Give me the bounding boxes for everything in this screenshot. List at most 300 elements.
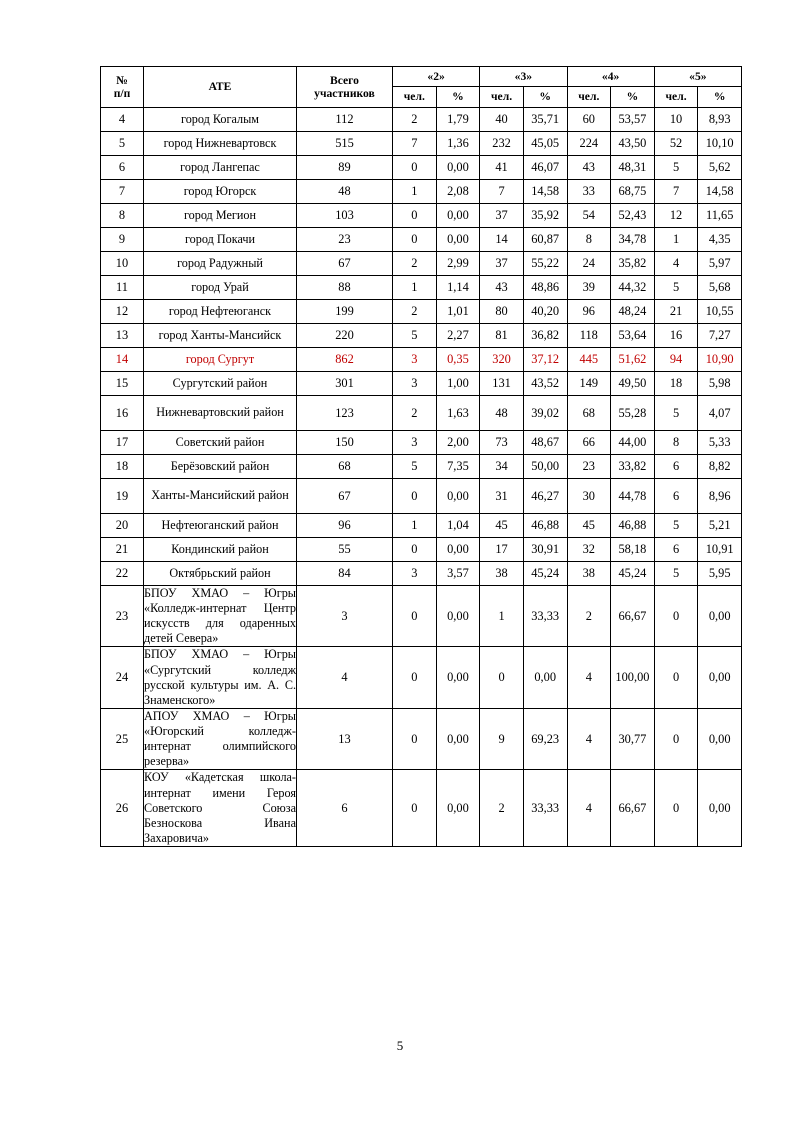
- row-g2-percent: 1,14: [436, 275, 480, 299]
- header-total-participants: [297, 67, 393, 108]
- row-g2-percent: 7,35: [436, 454, 480, 478]
- row-total-participants: 862: [297, 347, 393, 371]
- row-g3-percent: 48,67: [523, 430, 567, 454]
- row-g3-people: 80: [480, 299, 524, 323]
- row-g5-people: 5: [654, 513, 698, 537]
- row-g5-people: 18: [654, 371, 698, 395]
- row-g2-percent: 0,00: [436, 227, 480, 251]
- row-g5-people: 6: [654, 537, 698, 561]
- row-g5-percent: 5,21: [698, 513, 742, 537]
- row-g3-percent: 40,20: [523, 299, 567, 323]
- row-g2-people: 3: [393, 430, 437, 454]
- row-g2-percent: 0,00: [436, 155, 480, 179]
- row-number: 14: [101, 347, 144, 371]
- row-ate-name: город Нефтеюганск: [144, 299, 297, 323]
- row-g5-percent: 5,33: [698, 430, 742, 454]
- table-row: [101, 454, 742, 478]
- row-number: 5: [101, 131, 144, 155]
- row-total-participants: 23: [297, 227, 393, 251]
- row-g3-people: 232: [480, 131, 524, 155]
- row-g4-percent: 43,50: [611, 131, 655, 155]
- row-g5-percent: 10,55: [698, 299, 742, 323]
- row-ate-name: Ханты-Мансийский район: [144, 478, 297, 513]
- row-g3-percent: 30,91: [523, 537, 567, 561]
- row-g5-percent: 4,35: [698, 227, 742, 251]
- table-row: [101, 478, 742, 513]
- row-g5-people: 5: [654, 275, 698, 299]
- row-g5-people: 4: [654, 251, 698, 275]
- row-number: 15: [101, 371, 144, 395]
- row-number: 7: [101, 179, 144, 203]
- row-g4-people: 224: [567, 131, 611, 155]
- row-total-participants: 84: [297, 561, 393, 585]
- row-number: 9: [101, 227, 144, 251]
- row-g2-people: 7: [393, 131, 437, 155]
- header-group-row: [101, 67, 742, 87]
- row-g4-percent: 35,82: [611, 251, 655, 275]
- row-total-participants: 112: [297, 107, 393, 131]
- header-g4-percent: %: [611, 87, 655, 107]
- row-g3-people: 81: [480, 323, 524, 347]
- row-g4-people: 33: [567, 179, 611, 203]
- row-g4-percent: 53,57: [611, 107, 655, 131]
- header-g3-percent: %: [523, 87, 567, 107]
- row-g2-percent: 0,00: [436, 708, 480, 770]
- row-g4-people: 45: [567, 513, 611, 537]
- row-g3-people: 131: [480, 371, 524, 395]
- row-g2-percent: 1,00: [436, 371, 480, 395]
- header-g5-people: чел.: [654, 87, 698, 107]
- row-g3-percent: 33,33: [523, 770, 567, 847]
- row-g5-people: 94: [654, 347, 698, 371]
- row-g3-percent: 33,33: [523, 585, 567, 647]
- row-g2-percent: 0,00: [436, 203, 480, 227]
- row-ate-name: АПОУ ХМАО – Югры «Югорский колледж-интернат олимпийского резерва»: [144, 708, 296, 769]
- row-g4-percent: 45,24: [611, 561, 655, 585]
- row-g4-people: 118: [567, 323, 611, 347]
- row-g2-percent: 2,08: [436, 179, 480, 203]
- header-number-line1: №: [116, 73, 128, 87]
- row-g2-people: 0: [393, 203, 437, 227]
- row-total-participants: 88: [297, 275, 393, 299]
- row-g5-percent: 14,58: [698, 179, 742, 203]
- table-row: [101, 275, 742, 299]
- row-g2-percent: 0,00: [436, 585, 480, 647]
- row-number: 13: [101, 323, 144, 347]
- row-g5-people: 7: [654, 179, 698, 203]
- table-row: [101, 708, 742, 770]
- row-g2-percent: 2,27: [436, 323, 480, 347]
- row-g5-percent: 0,00: [698, 647, 742, 709]
- header-group-4: «4»: [567, 67, 654, 87]
- table-header: [101, 67, 742, 108]
- page-number: 5: [396, 1038, 404, 1053]
- row-g5-percent: 0,00: [698, 708, 742, 770]
- row-g4-people: 66: [567, 430, 611, 454]
- header-total-line2: участников: [314, 86, 375, 100]
- row-total-participants: 220: [297, 323, 393, 347]
- row-number: 23: [101, 585, 144, 647]
- table-row: [101, 770, 742, 847]
- row-number: 10: [101, 251, 144, 275]
- row-g3-people: 34: [480, 454, 524, 478]
- table-row: [101, 203, 742, 227]
- row-g3-people: 7: [480, 179, 524, 203]
- row-g3-people: 37: [480, 203, 524, 227]
- row-g3-people: 2: [480, 770, 524, 847]
- row-g5-percent: 5,95: [698, 561, 742, 585]
- row-number: 19: [101, 478, 144, 513]
- row-total-participants: 123: [297, 395, 393, 430]
- row-g4-people: 54: [567, 203, 611, 227]
- row-g2-people: 0: [393, 770, 437, 847]
- row-g5-people: 8: [654, 430, 698, 454]
- row-g3-percent: 36,82: [523, 323, 567, 347]
- row-g4-percent: 30,77: [611, 708, 655, 770]
- row-g3-people: 1: [480, 585, 524, 647]
- row-total-participants: 6: [297, 770, 393, 847]
- row-g2-percent: 2,99: [436, 251, 480, 275]
- row-g3-percent: 37,12: [523, 347, 567, 371]
- row-g4-people: 30: [567, 478, 611, 513]
- row-g5-people: 1: [654, 227, 698, 251]
- row-number: 26: [101, 770, 144, 847]
- row-g4-percent: 44,78: [611, 478, 655, 513]
- row-ate-name: Берёзовский район: [144, 454, 297, 478]
- row-g2-percent: 1,36: [436, 131, 480, 155]
- row-g2-people: 3: [393, 347, 437, 371]
- row-ate-name: КОУ «Кадетская школа-интернат имени Героя Советского Союза Безноскова Ивана Захаровича»: [144, 770, 296, 845]
- row-total-participants: 3: [297, 585, 393, 647]
- row-g3-percent: 43,52: [523, 371, 567, 395]
- row-g5-people: 5: [654, 395, 698, 430]
- row-g2-percent: 1,01: [436, 299, 480, 323]
- row-g2-people: 0: [393, 227, 437, 251]
- row-g3-percent: 45,05: [523, 131, 567, 155]
- row-g5-people: 0: [654, 770, 698, 847]
- table-row: [101, 347, 742, 371]
- row-g5-percent: 5,62: [698, 155, 742, 179]
- row-g4-percent: 49,50: [611, 371, 655, 395]
- row-g5-percent: 0,00: [698, 585, 742, 647]
- row-g2-percent: 2,00: [436, 430, 480, 454]
- row-g4-percent: 51,62: [611, 347, 655, 371]
- row-g5-percent: 8,82: [698, 454, 742, 478]
- row-g3-people: 9: [480, 708, 524, 770]
- row-g3-percent: 48,86: [523, 275, 567, 299]
- row-g3-people: 37: [480, 251, 524, 275]
- row-total-participants: 103: [297, 203, 393, 227]
- row-g2-percent: 0,35: [436, 347, 480, 371]
- row-g2-people: 0: [393, 708, 437, 770]
- row-g2-people: 2: [393, 251, 437, 275]
- row-ate-name: город Когалым: [144, 107, 297, 131]
- row-g4-percent: 66,67: [611, 585, 655, 647]
- table-row: [101, 299, 742, 323]
- row-g2-people: 1: [393, 179, 437, 203]
- row-g5-people: 0: [654, 708, 698, 770]
- table-row: [101, 155, 742, 179]
- table-row: [101, 430, 742, 454]
- row-g2-people: 2: [393, 107, 437, 131]
- row-ate-name: Сургутский район: [144, 371, 297, 395]
- row-number: 22: [101, 561, 144, 585]
- table-row: [101, 395, 742, 430]
- row-g2-people: 0: [393, 585, 437, 647]
- row-ate-name: БПОУ ХМАО – Югры «Колледж-интернат Центр искусств для одаренных детей Севера»: [144, 585, 296, 646]
- row-g3-people: 38: [480, 561, 524, 585]
- row-g2-percent: 1,79: [436, 107, 480, 131]
- row-number: 12: [101, 299, 144, 323]
- row-total-participants: 150: [297, 430, 393, 454]
- row-g2-percent: 0,00: [436, 537, 480, 561]
- row-g2-people: 5: [393, 454, 437, 478]
- row-g3-percent: 69,23: [523, 708, 567, 770]
- row-g4-people: 23: [567, 454, 611, 478]
- row-total-participants: 199: [297, 299, 393, 323]
- row-g5-people: 10: [654, 107, 698, 131]
- row-g3-percent: 46,07: [523, 155, 567, 179]
- row-g5-percent: 5,97: [698, 251, 742, 275]
- row-g5-people: 16: [654, 323, 698, 347]
- row-g4-percent: 44,00: [611, 430, 655, 454]
- header-total-line1: Всего: [330, 73, 359, 87]
- row-ate-name: город Мегион: [144, 203, 297, 227]
- row-g5-percent: 10,10: [698, 131, 742, 155]
- row-g4-percent: 58,18: [611, 537, 655, 561]
- table-row: [101, 323, 742, 347]
- row-ate-name: Нижневартовский район: [144, 395, 297, 430]
- row-g2-people: 1: [393, 513, 437, 537]
- table-row: [101, 585, 742, 647]
- header-group-2: «2»: [393, 67, 480, 87]
- row-ate-name: БПОУ ХМАО – Югры «Сургутский колледж русской культуры им. А. С. Знаменского»: [144, 647, 296, 707]
- row-g3-percent: 55,22: [523, 251, 567, 275]
- row-g4-percent: 48,24: [611, 299, 655, 323]
- row-g2-people: 3: [393, 371, 437, 395]
- row-g2-percent: 1,04: [436, 513, 480, 537]
- row-number: 24: [101, 647, 144, 709]
- table-row: [101, 107, 742, 131]
- row-g3-people: 45: [480, 513, 524, 537]
- row-g4-people: 39: [567, 275, 611, 299]
- row-g2-people: 2: [393, 299, 437, 323]
- row-total-participants: 13: [297, 708, 393, 770]
- table-row: [101, 513, 742, 537]
- row-g2-percent: 0,00: [436, 770, 480, 847]
- row-g5-people: 21: [654, 299, 698, 323]
- table-row: [101, 179, 742, 203]
- row-g4-people: 38: [567, 561, 611, 585]
- header-ate: АТЕ: [144, 67, 297, 108]
- row-g2-percent: 0,00: [436, 478, 480, 513]
- row-ate-name: город Радужный: [144, 251, 297, 275]
- row-g3-percent: 45,24: [523, 561, 567, 585]
- row-g4-percent: 100,00: [611, 647, 655, 709]
- row-g4-people: 4: [567, 770, 611, 847]
- row-g2-percent: 1,63: [436, 395, 480, 430]
- row-total-participants: 55: [297, 537, 393, 561]
- row-number: 6: [101, 155, 144, 179]
- row-g3-people: 31: [480, 478, 524, 513]
- results-table: [100, 66, 742, 847]
- row-number: 18: [101, 454, 144, 478]
- row-number: 16: [101, 395, 144, 430]
- row-g3-people: 14: [480, 227, 524, 251]
- row-total-participants: 67: [297, 478, 393, 513]
- row-g4-percent: 52,43: [611, 203, 655, 227]
- row-g4-percent: 46,88: [611, 513, 655, 537]
- row-ate-name: город Ханты-Мансийск: [144, 323, 297, 347]
- row-g2-people: 0: [393, 155, 437, 179]
- row-g4-people: 32: [567, 537, 611, 561]
- header-g2-people: чел.: [393, 87, 437, 107]
- header-number-line2: п/п: [113, 86, 131, 100]
- header-number: [101, 67, 144, 108]
- row-g3-people: 0: [480, 647, 524, 709]
- row-g4-people: 445: [567, 347, 611, 371]
- row-g3-people: 73: [480, 430, 524, 454]
- row-g4-people: 60: [567, 107, 611, 131]
- row-ate-name: город Урай: [144, 275, 297, 299]
- row-g5-percent: 8,93: [698, 107, 742, 131]
- table-row: [101, 561, 742, 585]
- row-g3-percent: 46,27: [523, 478, 567, 513]
- header-group-5: «5»: [654, 67, 741, 87]
- table-row: [101, 371, 742, 395]
- row-g5-percent: 11,65: [698, 203, 742, 227]
- row-g2-percent: 3,57: [436, 561, 480, 585]
- row-g4-percent: 34,78: [611, 227, 655, 251]
- row-g4-percent: 66,67: [611, 770, 655, 847]
- row-g5-percent: 7,27: [698, 323, 742, 347]
- row-g4-percent: 68,75: [611, 179, 655, 203]
- row-g5-percent: 4,07: [698, 395, 742, 430]
- row-ate-name: город Лангепас: [144, 155, 297, 179]
- row-g4-percent: 53,64: [611, 323, 655, 347]
- row-g5-percent: 0,00: [698, 770, 742, 847]
- row-g3-percent: 60,87: [523, 227, 567, 251]
- row-number: 25: [101, 708, 144, 770]
- row-total-participants: 301: [297, 371, 393, 395]
- row-g2-people: 0: [393, 478, 437, 513]
- row-total-participants: 515: [297, 131, 393, 155]
- row-g4-percent: 48,31: [611, 155, 655, 179]
- row-g3-people: 41: [480, 155, 524, 179]
- row-number: 11: [101, 275, 144, 299]
- row-g2-people: 0: [393, 647, 437, 709]
- row-number: 4: [101, 107, 144, 131]
- row-g2-people: 1: [393, 275, 437, 299]
- row-g4-people: 24: [567, 251, 611, 275]
- row-g3-people: 320: [480, 347, 524, 371]
- row-total-participants: 89: [297, 155, 393, 179]
- row-g3-people: 17: [480, 537, 524, 561]
- header-g3-people: чел.: [480, 87, 524, 107]
- header-g5-percent: %: [698, 87, 742, 107]
- row-g4-people: 43: [567, 155, 611, 179]
- header-g2-percent: %: [436, 87, 480, 107]
- row-g2-percent: 0,00: [436, 647, 480, 709]
- row-number: 17: [101, 430, 144, 454]
- table-row: [101, 647, 742, 709]
- row-g5-percent: 5,98: [698, 371, 742, 395]
- row-ate-name: Кондинский район: [144, 537, 297, 561]
- row-total-participants: 96: [297, 513, 393, 537]
- table-row: [101, 131, 742, 155]
- row-g5-percent: 10,90: [698, 347, 742, 371]
- row-total-participants: 4: [297, 647, 393, 709]
- row-g5-people: 6: [654, 454, 698, 478]
- row-g5-people: 12: [654, 203, 698, 227]
- header-group-3: «3»: [480, 67, 567, 87]
- row-g2-people: 5: [393, 323, 437, 347]
- row-g2-people: 3: [393, 561, 437, 585]
- table-row: [101, 537, 742, 561]
- row-g3-percent: 0,00: [523, 647, 567, 709]
- row-ate-name: город Сургут: [144, 347, 297, 371]
- row-g4-people: 4: [567, 708, 611, 770]
- row-g5-percent: 8,96: [698, 478, 742, 513]
- row-total-participants: 48: [297, 179, 393, 203]
- row-total-participants: 67: [297, 251, 393, 275]
- row-ate-name: город Югорск: [144, 179, 297, 203]
- row-number: 8: [101, 203, 144, 227]
- row-g5-people: 52: [654, 131, 698, 155]
- row-ate-name: Советский район: [144, 430, 297, 454]
- row-g5-people: 6: [654, 478, 698, 513]
- row-g3-people: 43: [480, 275, 524, 299]
- row-ate-name: город Нижневартовск: [144, 131, 297, 155]
- row-g3-percent: 35,71: [523, 107, 567, 131]
- row-g3-percent: 50,00: [523, 454, 567, 478]
- row-g5-people: 5: [654, 561, 698, 585]
- row-g4-percent: 44,32: [611, 275, 655, 299]
- row-ate-name: город Покачи: [144, 227, 297, 251]
- row-g5-people: 0: [654, 585, 698, 647]
- row-g5-people: 5: [654, 155, 698, 179]
- row-g4-percent: 33,82: [611, 454, 655, 478]
- row-number: 20: [101, 513, 144, 537]
- row-g3-people: 40: [480, 107, 524, 131]
- header-g4-people: чел.: [567, 87, 611, 107]
- row-g3-percent: 35,92: [523, 203, 567, 227]
- results-table-container: [100, 66, 742, 847]
- row-g4-people: 2: [567, 585, 611, 647]
- table-body: [101, 107, 742, 846]
- row-g4-people: 68: [567, 395, 611, 430]
- row-ate-name: Нефтеюганский район: [144, 513, 297, 537]
- row-g3-percent: 46,88: [523, 513, 567, 537]
- table-row: [101, 227, 742, 251]
- row-g3-people: 48: [480, 395, 524, 430]
- row-g4-percent: 55,28: [611, 395, 655, 430]
- row-g4-people: 149: [567, 371, 611, 395]
- row-g5-people: 0: [654, 647, 698, 709]
- row-g4-people: 4: [567, 647, 611, 709]
- row-g5-percent: 10,91: [698, 537, 742, 561]
- row-g2-people: 0: [393, 537, 437, 561]
- row-g2-people: 2: [393, 395, 437, 430]
- row-number: 21: [101, 537, 144, 561]
- row-g5-percent: 5,68: [698, 275, 742, 299]
- row-total-participants: 68: [297, 454, 393, 478]
- row-g4-people: 96: [567, 299, 611, 323]
- row-ate-name: Октябрьский район: [144, 561, 297, 585]
- row-g4-people: 8: [567, 227, 611, 251]
- table-row: [101, 251, 742, 275]
- row-g3-percent: 39,02: [523, 395, 567, 430]
